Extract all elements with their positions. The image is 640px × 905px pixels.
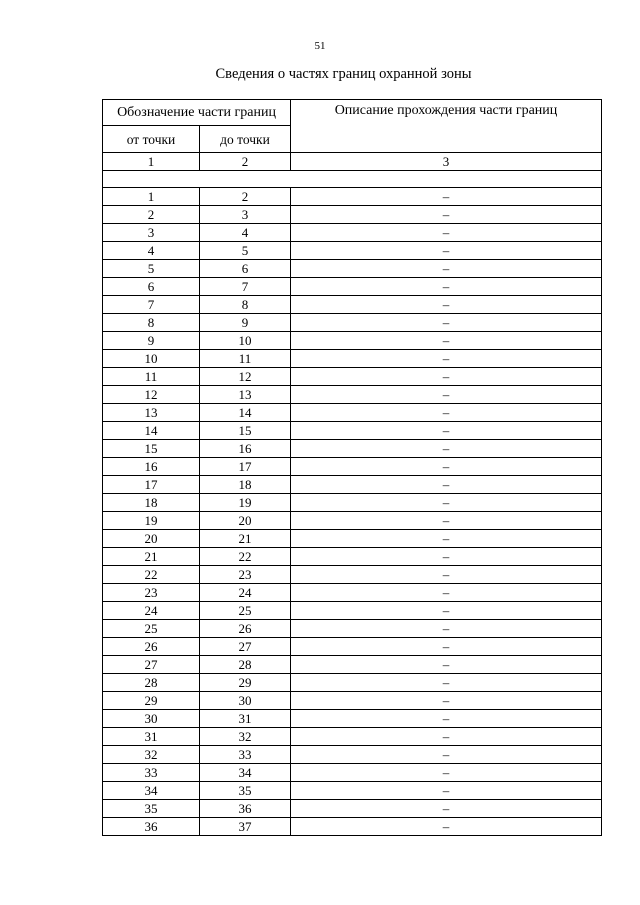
cell-to-point: 21 — [200, 530, 291, 548]
cell-to-point: 18 — [200, 476, 291, 494]
cell-description: – — [291, 404, 602, 422]
cell-to-point: 28 — [200, 656, 291, 674]
cell-from-point: 8 — [103, 314, 200, 332]
table-row — [103, 746, 602, 764]
table-row — [103, 674, 602, 692]
cell-description: – — [291, 818, 602, 836]
header-boundary-designation: Обозначение части границ — [103, 100, 291, 126]
cell-from-point: 10 — [103, 350, 200, 368]
cell-from-point: 15 — [103, 440, 200, 458]
cell-from-point: 27 — [103, 656, 200, 674]
table-row — [103, 332, 602, 350]
cell-description: – — [291, 620, 602, 638]
cell-to-point: 8 — [200, 296, 291, 314]
table-row — [103, 242, 602, 260]
cell-to-point: 19 — [200, 494, 291, 512]
table-row — [103, 512, 602, 530]
table-row — [103, 206, 602, 224]
cell-description: – — [291, 656, 602, 674]
header-boundary-description: Описание прохождения части границ — [291, 100, 602, 153]
cell-description: – — [291, 476, 602, 494]
table-row — [103, 494, 602, 512]
cell-from-point: 19 — [103, 512, 200, 530]
table-row — [103, 764, 602, 782]
cell-description: – — [291, 584, 602, 602]
cell-from-point: 35 — [103, 800, 200, 818]
cell-from-point: 32 — [103, 746, 200, 764]
cell-from-point: 18 — [103, 494, 200, 512]
cell-from-point: 3 — [103, 224, 200, 242]
cell-from-point: 29 — [103, 692, 200, 710]
cell-to-point: 10 — [200, 332, 291, 350]
cell-from-point: 16 — [103, 458, 200, 476]
cell-description: – — [291, 692, 602, 710]
cell-from-point: 23 — [103, 584, 200, 602]
cell-from-point: 2 — [103, 206, 200, 224]
page-number: 51 — [314, 40, 326, 52]
column-number-3: 3 — [291, 153, 602, 171]
cell-from-point: 34 — [103, 782, 200, 800]
column-number-2: 2 — [200, 153, 291, 171]
cell-description: – — [291, 566, 602, 584]
cell-from-point: 25 — [103, 620, 200, 638]
table-row — [103, 476, 602, 494]
cell-description: – — [291, 530, 602, 548]
table-row — [103, 422, 602, 440]
cell-to-point: 7 — [200, 278, 291, 296]
cell-description: – — [291, 188, 602, 206]
cell-description: – — [291, 548, 602, 566]
cell-to-point: 12 — [200, 368, 291, 386]
cell-from-point: 28 — [103, 674, 200, 692]
cell-to-point: 9 — [200, 314, 291, 332]
table-row — [103, 692, 602, 710]
cell-from-point: 1 — [103, 188, 200, 206]
cell-description: – — [291, 350, 602, 368]
cell-description: – — [291, 242, 602, 260]
table-row — [103, 548, 602, 566]
cell-description: – — [291, 368, 602, 386]
cell-from-point: 6 — [103, 278, 200, 296]
cell-to-point: 30 — [200, 692, 291, 710]
cell-from-point: 17 — [103, 476, 200, 494]
cell-from-point: 21 — [103, 548, 200, 566]
cell-to-point: 15 — [200, 422, 291, 440]
table-row — [103, 656, 602, 674]
cell-to-point: 35 — [200, 782, 291, 800]
table-row — [103, 188, 602, 206]
table-row — [103, 314, 602, 332]
table-body — [103, 188, 602, 836]
cell-description: – — [291, 278, 602, 296]
spacer-row — [103, 171, 602, 188]
cell-description: – — [291, 602, 602, 620]
cell-description: – — [291, 260, 602, 278]
cell-to-point: 31 — [200, 710, 291, 728]
cell-to-point: 4 — [200, 224, 291, 242]
cell-from-point: 11 — [103, 368, 200, 386]
cell-description: – — [291, 710, 602, 728]
cell-to-point: 3 — [200, 206, 291, 224]
cell-from-point: 36 — [103, 818, 200, 836]
cell-to-point: 2 — [200, 188, 291, 206]
cell-description: – — [291, 314, 602, 332]
table-row — [103, 386, 602, 404]
cell-description: – — [291, 206, 602, 224]
table-row — [103, 458, 602, 476]
cell-from-point: 26 — [103, 638, 200, 656]
cell-to-point: 17 — [200, 458, 291, 476]
cell-to-point: 23 — [200, 566, 291, 584]
cell-from-point: 7 — [103, 296, 200, 314]
table-row — [103, 404, 602, 422]
cell-description: – — [291, 332, 602, 350]
cell-to-point: 27 — [200, 638, 291, 656]
table-row — [103, 818, 602, 836]
cell-to-point: 34 — [200, 764, 291, 782]
table-row — [103, 530, 602, 548]
cell-description: – — [291, 494, 602, 512]
cell-description: – — [291, 512, 602, 530]
cell-description: – — [291, 638, 602, 656]
header-to-point: до точки — [200, 126, 291, 153]
cell-to-point: 37 — [200, 818, 291, 836]
cell-to-point: 20 — [200, 512, 291, 530]
cell-from-point: 33 — [103, 764, 200, 782]
cell-description: – — [291, 782, 602, 800]
spacer-cell — [103, 171, 602, 188]
cell-description: – — [291, 422, 602, 440]
cell-from-point: 20 — [103, 530, 200, 548]
table-row — [103, 368, 602, 386]
cell-to-point: 33 — [200, 746, 291, 764]
cell-description: – — [291, 296, 602, 314]
cell-description: – — [291, 440, 602, 458]
column-number-1: 1 — [103, 153, 200, 171]
cell-from-point: 9 — [103, 332, 200, 350]
cell-description: – — [291, 386, 602, 404]
header-from-point: от точки — [103, 126, 200, 153]
cell-from-point: 30 — [103, 710, 200, 728]
cell-to-point: 26 — [200, 620, 291, 638]
cell-to-point: 14 — [200, 404, 291, 422]
cell-from-point: 13 — [103, 404, 200, 422]
cell-description: – — [291, 800, 602, 818]
cell-description: – — [291, 674, 602, 692]
cell-from-point: 14 — [103, 422, 200, 440]
cell-from-point: 22 — [103, 566, 200, 584]
cell-to-point: 29 — [200, 674, 291, 692]
table-row — [103, 800, 602, 818]
table-row — [103, 278, 602, 296]
cell-to-point: 22 — [200, 548, 291, 566]
table-row — [103, 440, 602, 458]
cell-from-point: 24 — [103, 602, 200, 620]
boundary-parts-table — [102, 99, 602, 836]
cell-to-point: 25 — [200, 602, 291, 620]
table-row — [103, 710, 602, 728]
cell-to-point: 13 — [200, 386, 291, 404]
cell-to-point: 24 — [200, 584, 291, 602]
cell-from-point: 31 — [103, 728, 200, 746]
table-row — [103, 584, 602, 602]
cell-description: – — [291, 458, 602, 476]
cell-to-point: 16 — [200, 440, 291, 458]
cell-to-point: 32 — [200, 728, 291, 746]
table-row — [103, 638, 602, 656]
cell-to-point: 6 — [200, 260, 291, 278]
table-row — [103, 602, 602, 620]
table-row — [103, 620, 602, 638]
table-row — [103, 224, 602, 242]
page-title: Сведения о частях границ охранной зоны — [215, 66, 472, 82]
table-row — [103, 260, 602, 278]
cell-to-point: 5 — [200, 242, 291, 260]
cell-to-point: 11 — [200, 350, 291, 368]
cell-description: – — [291, 746, 602, 764]
cell-from-point: 4 — [103, 242, 200, 260]
cell-to-point: 36 — [200, 800, 291, 818]
table-row — [103, 350, 602, 368]
table-row — [103, 728, 602, 746]
cell-from-point: 12 — [103, 386, 200, 404]
table-row — [103, 296, 602, 314]
cell-description: – — [291, 224, 602, 242]
table-row — [103, 566, 602, 584]
cell-from-point: 5 — [103, 260, 200, 278]
cell-description: – — [291, 764, 602, 782]
cell-description: – — [291, 728, 602, 746]
table-row — [103, 782, 602, 800]
